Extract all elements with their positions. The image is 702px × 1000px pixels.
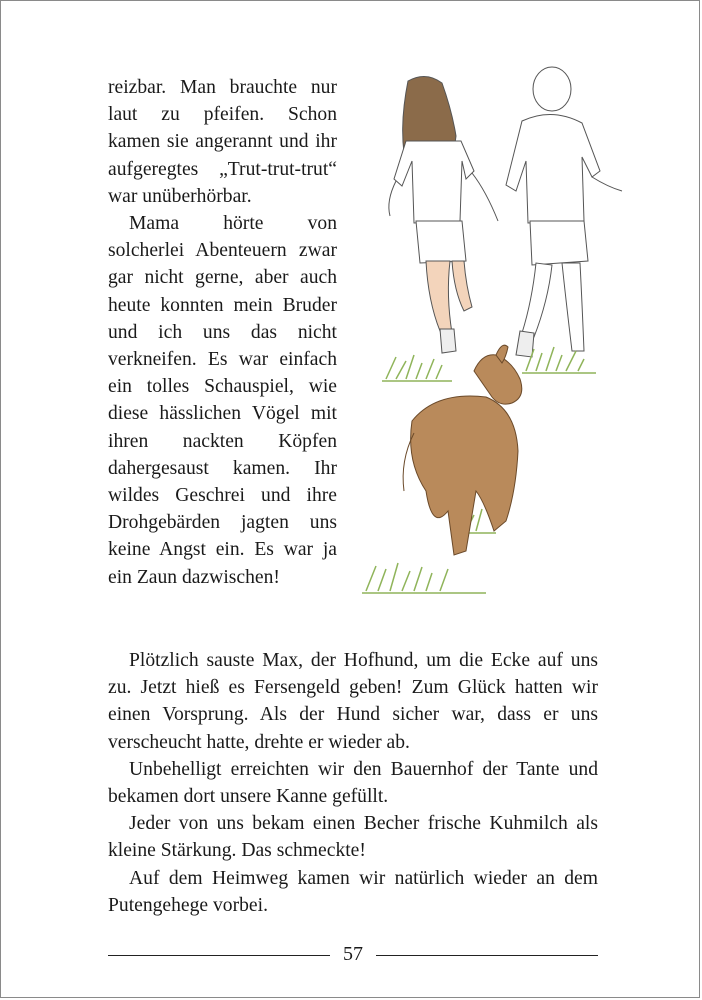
children-and-dog-illustration	[356, 61, 636, 606]
paragraph: Mama hörte von solcherlei Abenteuern zwar gar nicht gerne, aber auch heute konnten mein Bruder und ich uns das nicht verkneifen. Es war einfach ein tolles Schauspiel, wie diese hässlichen Vögel mit ihren nackten Köpfen dahergesaust kamen. Ihr wildes Geschrei und ihre Drohgebärden jagten uns keine Angst ein. Es war ja ein Zaun dazwischen!	[108, 213, 337, 588]
paragraph: Auf dem Heimweg kamen wir natürlich wieder an dem Putengehege vorbei.	[108, 867, 598, 916]
footer-rule-left	[108, 955, 330, 956]
page-footer	[108, 939, 598, 969]
paragraph: Plötzlich sauste Max, der Hofhund, um die Ecke auf uns zu. Jetzt hieß es Fersengeld geben! Zum Glück hatten wir einen Vorsprung. Als der Hund sicher war, dass er uns verscheucht hatte, drehte er wieder ab.	[108, 650, 598, 753]
boy-figure	[506, 67, 622, 357]
paragraph: reizbar. Man brauchte nur laut zu pfeifen. Schon kamen sie angerannt und ihr aufgeregtes „Trut-trut-trut“ war unüberhörbar.	[108, 77, 337, 207]
footer-rule-right	[376, 955, 598, 956]
wide-text-column	[108, 647, 598, 919]
page-number: 57	[343, 943, 363, 965]
girl-figure	[389, 76, 498, 353]
narrow-text-column	[108, 74, 337, 591]
paragraph: Jeder von uns bekam einen Becher frische Kuhmilch als kleine Stärkung. Das schmeckte!	[108, 813, 598, 862]
dog-figure	[403, 345, 522, 555]
paragraph: Unbehelligt erreichten wir den Bauernhof der Tante und bekamen dort unsere Kanne gefüllt.	[108, 758, 598, 808]
